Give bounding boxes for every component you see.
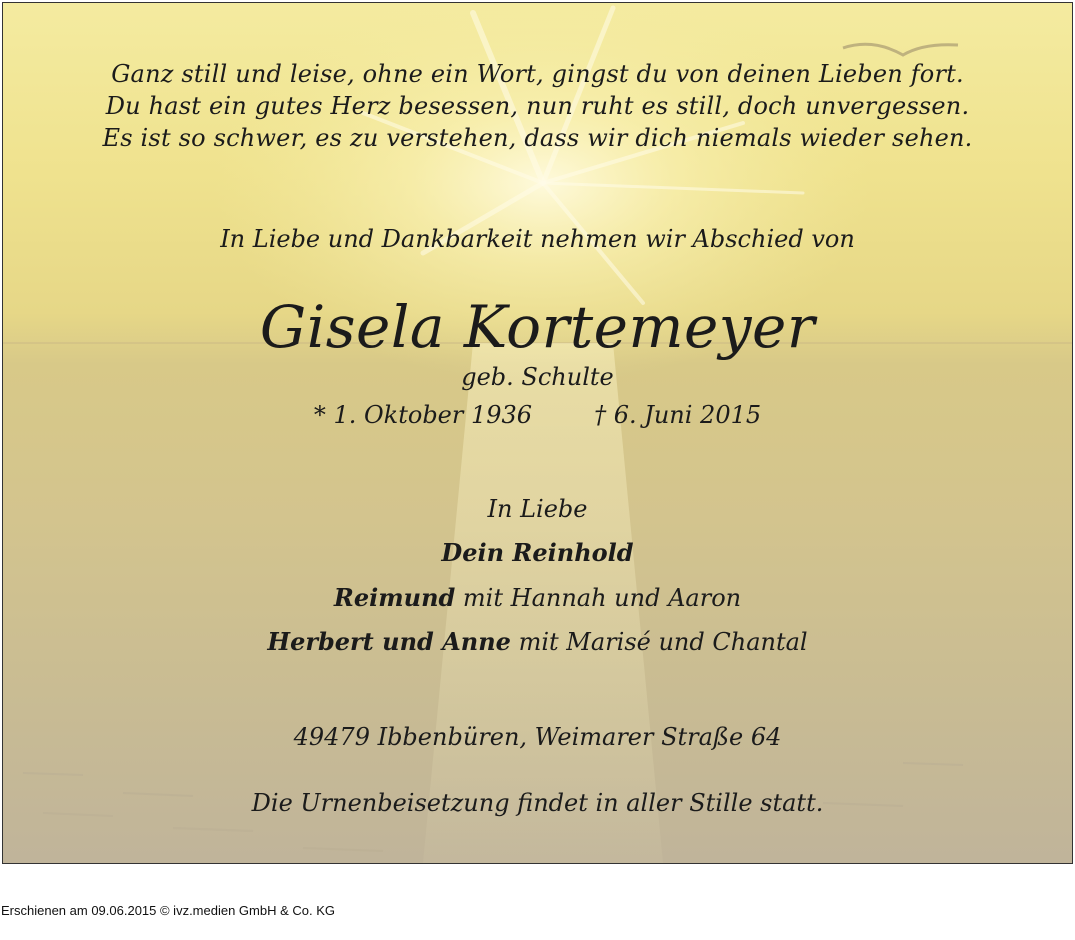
family-name-bold: Dein Reinhold (441, 538, 634, 567)
family-name-bold: Reimund (333, 583, 456, 612)
family-line (3, 538, 1072, 567)
poem (3, 58, 1072, 154)
maiden-name: geb. Schulte (461, 363, 614, 391)
closing-line: In Liebe (487, 495, 588, 523)
life-dates (3, 401, 1072, 429)
poem-line: Ganz still und leise, ohne ein Wort, gingst du von deinen Lieben fort. (111, 60, 964, 88)
death-date: † 6. Juni 2015 (594, 401, 762, 429)
family-name-bold: Herbert und Anne (267, 627, 511, 656)
poem-line: Du hast ein gutes Herz besessen, nun ruht es still, doch unvergessen. (105, 92, 970, 120)
family-line (3, 583, 1072, 612)
address: 49479 Ibbenbüren, Weimarer Straße 64 (293, 723, 782, 751)
family-line (3, 627, 1072, 656)
publication-footer: Erschienen am 09.06.2015 © ivz.medien GmbH & Co. KG (1, 903, 336, 918)
intro-line: In Liebe und Dankbarkeit nehmen wir Abschied von (220, 225, 855, 253)
obituary-card (2, 2, 1073, 864)
poem-line: Es ist so schwer, es zu verstehen, dass wir dich niemals wieder sehen. (102, 124, 973, 152)
burial-notice: Die Urnenbeisetzung findet in aller Stille statt. (251, 789, 824, 817)
seagull-icon (843, 44, 958, 55)
birth-date: * 1. Oktober 1936 (313, 401, 533, 429)
deceased-name: Gisela Kortemeyer (259, 293, 816, 361)
family-rest: mit Hannah und Aaron (455, 584, 742, 612)
family-rest: mit Marisé und Chantal (510, 628, 808, 656)
